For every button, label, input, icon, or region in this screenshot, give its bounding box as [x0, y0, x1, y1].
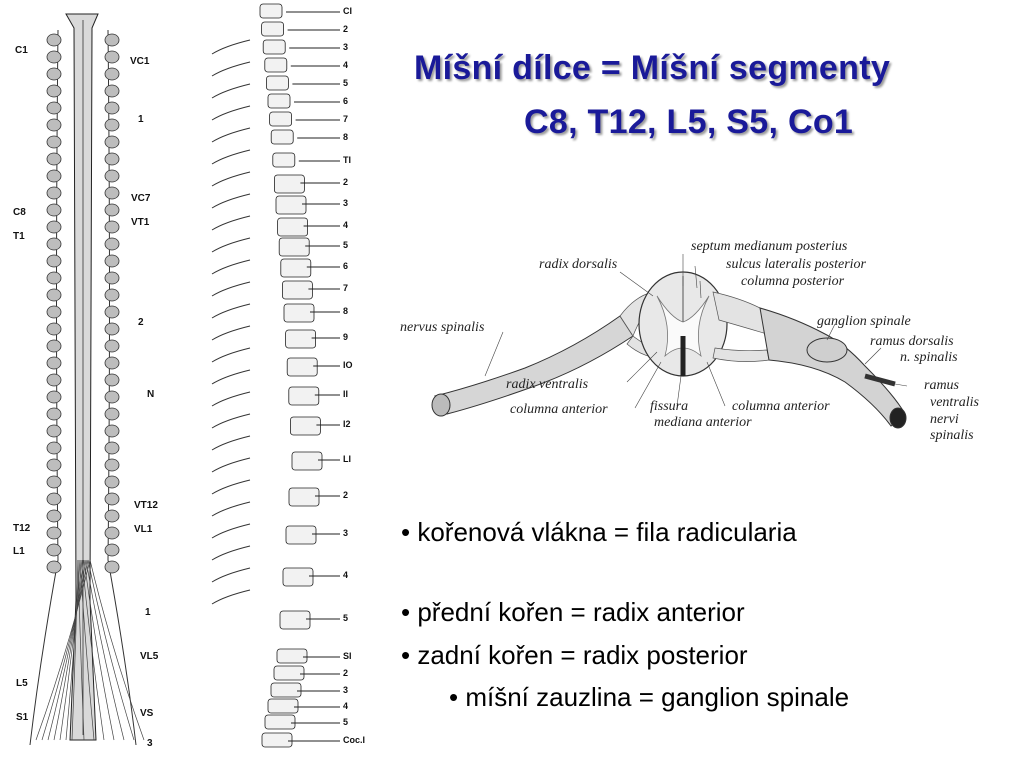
vertebra: [262, 22, 284, 36]
root-segment: [105, 238, 119, 250]
spinous-process: [212, 106, 250, 120]
vertebra: [274, 666, 304, 680]
segment-label: I2: [343, 419, 351, 429]
vertebra: [265, 715, 295, 729]
root-segment: [47, 476, 61, 488]
segment-label: 4: [343, 220, 349, 230]
spinous-process: [212, 304, 250, 318]
root-segment: [47, 510, 61, 522]
segment-label: 3: [343, 528, 349, 538]
root-segment: [105, 85, 119, 97]
segment-label: 8: [343, 306, 349, 316]
root-segment: [105, 204, 119, 216]
root-segment: [105, 374, 119, 386]
segment-label: 4: [343, 60, 349, 70]
spinous-process: [212, 62, 250, 76]
root-segment: [47, 442, 61, 454]
label-vl5: VL5: [140, 651, 159, 662]
segment-label: 5: [343, 240, 349, 250]
root-segment: [105, 527, 119, 539]
label-nervus-spinalis: nervus spinalis: [400, 320, 485, 335]
label-radix-ventralis: radix ventralis: [506, 377, 589, 392]
segment-label: 7: [343, 283, 349, 293]
vertebra: [268, 94, 290, 108]
root-segment: [105, 442, 119, 454]
vertebra: [278, 218, 308, 236]
root-segment: [105, 289, 119, 301]
bullet-ganglion-spinale: • míšní zauzlina = ganglion spinale: [449, 682, 850, 712]
root-segment: [47, 170, 61, 182]
label-1b: 1: [145, 607, 151, 618]
spinous-process: [212, 128, 250, 142]
root-segment: [105, 391, 119, 403]
segment-label: 2: [343, 177, 349, 187]
root-segment: [47, 425, 61, 437]
root-segment: [105, 340, 119, 352]
segment-label: 8: [343, 132, 349, 142]
root-segment: [105, 476, 119, 488]
root-segment: [47, 306, 61, 318]
label-columna-anterior-right: columna anterior: [732, 399, 830, 414]
label-l1: L1: [13, 546, 25, 557]
root-segment: [47, 357, 61, 369]
spinous-process: [212, 282, 250, 296]
vertebra: [265, 58, 287, 72]
vertebra: [271, 683, 301, 697]
root-segment: [47, 493, 61, 505]
spinous-process: [212, 590, 250, 604]
label-t12: T12: [13, 523, 31, 534]
root-segment: [105, 153, 119, 165]
spinous-process: [212, 480, 250, 494]
label-spinalis: spinalis: [930, 428, 974, 443]
root-segment: [105, 51, 119, 63]
bullet-radix-anterior: • přední kořen = radix anterior: [401, 597, 745, 627]
vertebra: [263, 40, 285, 54]
vertebra: [281, 259, 311, 277]
vertebra: [274, 175, 304, 193]
vertebra: [286, 330, 316, 348]
root-segment: [105, 459, 119, 471]
root-segment: [105, 68, 119, 80]
root-segment: [105, 357, 119, 369]
spinous-process: [212, 458, 250, 472]
root-segment: [47, 68, 61, 80]
slide-title: Míšní dílce = Míšní segmenty: [414, 49, 891, 87]
root-segment: [47, 408, 61, 420]
root-segment: [105, 510, 119, 522]
spinous-process: [212, 172, 250, 186]
vertebra: [289, 387, 319, 405]
root-segment: [47, 187, 61, 199]
vertebra: [270, 112, 292, 126]
label-vt12: VT12: [134, 500, 158, 511]
root-segment: [47, 544, 61, 556]
root-segment: [47, 323, 61, 335]
root-segment: [47, 391, 61, 403]
vertebra: [287, 358, 317, 376]
root-segment: [105, 306, 119, 318]
segment-label: 2: [343, 668, 349, 678]
segment-label: 4: [343, 701, 349, 711]
label-vc1: VC1: [130, 56, 150, 67]
label-ganglion-spinale: ganglion spinale: [817, 314, 911, 329]
root-segment: [47, 289, 61, 301]
root-segment: [47, 561, 61, 573]
root-segment: [47, 34, 61, 46]
segment-label: 5: [343, 717, 349, 727]
segment-label: SI: [343, 651, 352, 661]
spinous-process: [212, 194, 250, 208]
spinous-process: [212, 84, 250, 98]
root-segment: [105, 493, 119, 505]
root-segment: [47, 527, 61, 539]
root-segment: [105, 34, 119, 46]
root-segment: [47, 119, 61, 131]
root-segment: [105, 408, 119, 420]
segment-label: 6: [343, 261, 349, 271]
bullet-fila-radicularia: • kořenová vlákna = fila radicularia: [401, 517, 797, 547]
root-segment: [47, 340, 61, 352]
root-segment: [105, 170, 119, 182]
segment-label: 4: [343, 570, 349, 580]
vertebra: [290, 417, 320, 435]
label-1a: 1: [138, 114, 144, 125]
vertebra: [289, 488, 319, 506]
vertebra: [280, 611, 310, 629]
vertebra: [284, 304, 314, 322]
root-segment: [47, 153, 61, 165]
vertebra: [268, 699, 298, 713]
spinous-process: [212, 260, 250, 274]
root-segment: [47, 374, 61, 386]
label-fissura: fissura: [650, 399, 689, 414]
label-n: N: [147, 389, 155, 400]
label-s1: S1: [16, 712, 29, 723]
root-segment: [47, 85, 61, 97]
segment-label: Coc.I: [343, 735, 366, 745]
vertebra: [260, 4, 282, 18]
spinous-process: [212, 568, 250, 582]
label-c1: C1: [15, 45, 28, 56]
label-2: 2: [138, 317, 144, 328]
root-segment: [105, 272, 119, 284]
label-columna-posterior: columna posterior: [741, 274, 845, 289]
segment-label: CI: [343, 6, 352, 16]
label-ramus: ramus: [924, 378, 960, 393]
segment-label: TI: [343, 155, 351, 165]
root-segment: [105, 102, 119, 114]
label-nervi: nervi: [930, 412, 959, 427]
root-segment: [47, 459, 61, 471]
bullet-radix-posterior: • zadní kořen = radix posterior: [401, 640, 748, 670]
slide-subtitle: C8, T12, L5, S5, Co1: [524, 103, 854, 141]
root-segment: [47, 221, 61, 233]
segment-label: 5: [343, 613, 349, 623]
label-l5: L5: [16, 678, 28, 689]
root-segment: [47, 102, 61, 114]
segment-label: IO: [343, 360, 353, 370]
vertebra: [277, 649, 307, 663]
root-segment: [105, 561, 119, 573]
root-segment: [105, 255, 119, 267]
vertebra: [286, 526, 316, 544]
vertebra: [292, 452, 322, 470]
vertebra: [266, 76, 288, 90]
segment-label: 3: [343, 685, 349, 695]
spinous-process: [212, 348, 250, 362]
spinous-process: [212, 370, 250, 384]
spinous-process: [212, 414, 250, 428]
label-ventralis: ventralis: [930, 395, 979, 410]
vertebra: [279, 238, 309, 256]
label-vt1: VT1: [131, 217, 150, 228]
spinous-process: [212, 502, 250, 516]
spinous-process: [212, 546, 250, 560]
spinous-process: [212, 326, 250, 340]
root-segment: [47, 204, 61, 216]
spinous-process: [212, 150, 250, 164]
segment-label: 3: [343, 42, 349, 52]
label-3: 3: [147, 738, 153, 749]
root-segment: [47, 51, 61, 63]
label-vs: VS: [140, 708, 154, 719]
root-segment: [105, 544, 119, 556]
root-segment: [105, 187, 119, 199]
root-segment: [47, 255, 61, 267]
segment-label: 3: [343, 198, 349, 208]
root-segment: [105, 221, 119, 233]
spinous-process: [212, 216, 250, 230]
root-segment: [105, 119, 119, 131]
root-segment: [105, 136, 119, 148]
label-ramus-dorsalis: ramus dorsalis: [870, 334, 954, 349]
label-mediana-anterior: mediana anterior: [654, 415, 752, 430]
spinous-process: [212, 524, 250, 538]
label-vc7: VC7: [131, 193, 151, 204]
root-segment: [105, 323, 119, 335]
label-n-spinalis: n. spinalis: [900, 350, 958, 365]
segment-label: LI: [343, 454, 351, 464]
label-t1: T1: [13, 231, 25, 242]
segment-label: II: [343, 389, 349, 399]
vertebra: [276, 196, 306, 214]
label-sulcus: sulcus lateralis posterior: [726, 257, 867, 272]
root-segment: [47, 238, 61, 250]
segment-label: 7: [343, 114, 349, 124]
spinous-process: [212, 238, 250, 252]
root-segment: [47, 272, 61, 284]
spinous-process: [212, 392, 250, 406]
segment-label: 9: [343, 332, 349, 342]
label-septum: septum medianum posterius: [691, 239, 848, 254]
root-segment: [47, 136, 61, 148]
vertebra: [271, 130, 293, 144]
label-c8: C8: [13, 207, 26, 218]
label-radix-dorsalis: radix dorsalis: [539, 257, 618, 272]
vertebra: [283, 568, 313, 586]
segment-label: 6: [343, 96, 349, 106]
root-segment: [105, 425, 119, 437]
vertebra: [273, 153, 295, 167]
segment-label: 5: [343, 78, 349, 88]
spinous-process: [212, 40, 250, 54]
vertebra: [282, 281, 312, 299]
spinous-process: [212, 436, 250, 450]
label-columna-anterior-left: columna anterior: [510, 402, 608, 417]
vertebra: [262, 733, 292, 747]
segment-label: 2: [343, 490, 349, 500]
segment-label: 2: [343, 24, 349, 34]
label-vl1: VL1: [134, 524, 153, 535]
